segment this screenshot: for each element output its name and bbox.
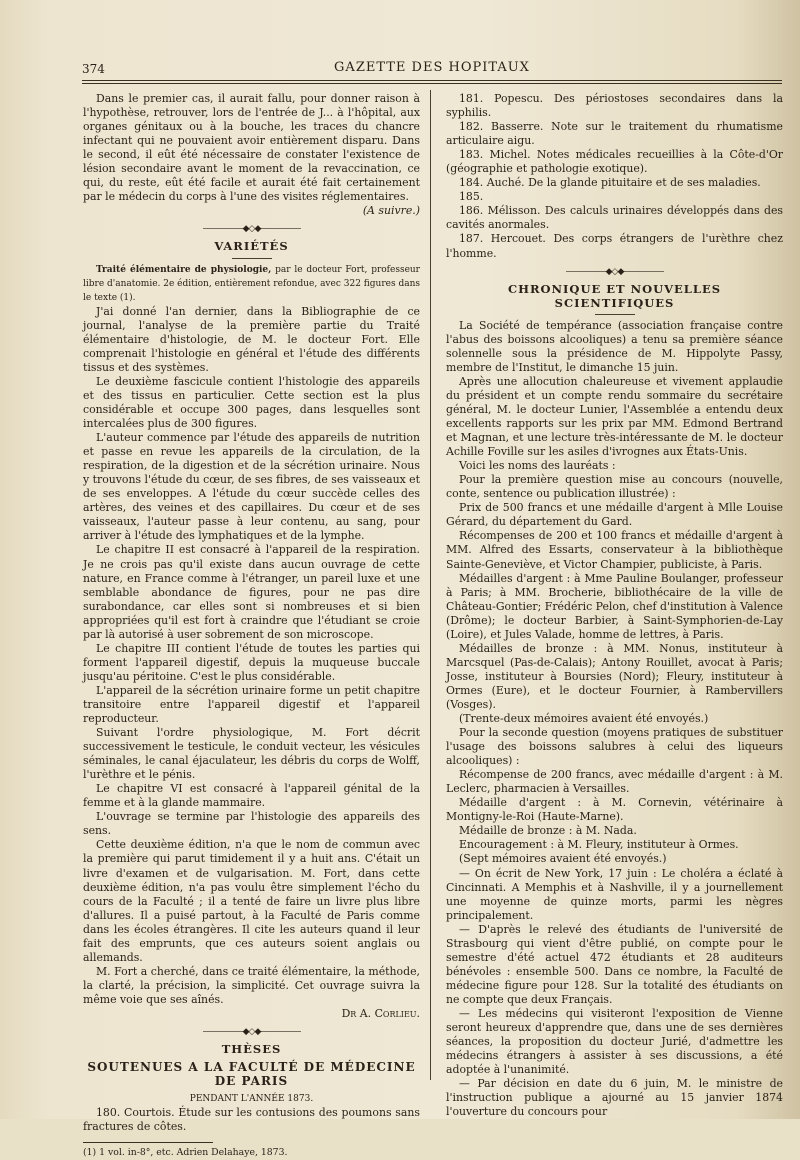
to-be-continued: (A suivre.)	[362, 204, 420, 218]
news-paragraph: La Société de tempérance (association française contre l'abus des boissons alcooliques) a tenu sa première séance solennelle sous la présidence de M. Hippolyte Passy, membre de l'Institut, le dimanche 15 juin.	[446, 318, 783, 374]
thesis-entry: 186. Mélisson. Des calculs urinaires développés dans des cavités anormales.	[446, 204, 783, 232]
footnote-rule	[83, 1142, 213, 1143]
review-paragraph: Cette deuxième édition, n'a que le nom de commun avec la première qui parut timidement il y a huit ans. C'était un livre d'examen et de vulgarisation. M. Fort, dans cette deuxième édition, n'a pas voulu être simplement l'écho du cours de la Faculté ; il a tenté de faire un livre plus libre d'allures. Il a puisé partout, à la Faculté de Paris comme dans les écoles étrangères. Il cite les auteurs quand il leur fait des emprunts, que ces auteurs soient anglais ou allemands.	[83, 838, 420, 964]
journal-title: GAZETTE DES HOPITAUX	[334, 60, 530, 75]
news-paragraph: Récompense de 200 francs, avec médaille d'argent : à M. Leclerc, pharmacien à Versailles.	[446, 768, 783, 796]
news-paragraph: Pour la première question mise au concours (nouvelle, conte, sentence ou publication illustrée) :	[446, 473, 783, 501]
theses-subheading: SOUTENUES A LA FACULTÉ DE MÉDECINE DE PARIS	[87, 1060, 416, 1089]
thesis-entry: 187. Hercouet. Des corps étrangers de l'urèthre chez l'homme.	[446, 232, 783, 260]
news-paragraph: — On écrit de New York, 17 juin : Le choléra a éclaté à Cincinnati. A Memphis et à Nashville, il y a journellement une moyenne de quinze morts, parmi les nègres principalement.	[446, 866, 783, 922]
thesis-entry: 181. Popescu. Des périostoses secondaires dans la syphilis.	[446, 92, 783, 120]
review-paragraph: L'appareil de la sécrétion urinaire forme un petit chapitre transitoire entre l'appareil digestif et l'appareil reproducteur.	[83, 683, 420, 726]
review-paragraph: M. Fort a cherché, dans ce traité élémentaire, la méthode, la clarté, la précision, la simplicité. Cet ouvrage suivra la même voie que ses aînés.	[83, 964, 420, 1006]
right-column	[446, 92, 783, 1119]
review-paragraph: Le chapitre VI est consacré à l'appareil génital de la femme et à la glande mammaire.	[83, 782, 420, 810]
news-paragraph: — Les médecins qui visiteront l'exposition de Vienne seront heureux d'apprendre que, dans une de ses dernières séances, la proposition du docteur Jurié, d'admettre les médecins étrangers à assister à ses discussions, a été adoptée à l'unanimité.	[446, 1007, 783, 1077]
section-separator: —————◆◇◆—————	[565, 266, 664, 277]
review-paragraph: Suivant l'ordre physiologique, M. Fort décrit successivement le testicule, le conduit vecteur, les vésicules séminales, le canal éjaculateur, les débris du corps de Wolff, l'urèthre et le pénis.	[83, 726, 420, 782]
heading-underline	[232, 258, 272, 259]
header-rule-double	[82, 83, 782, 84]
news-paragraph: Médailles de bronze : à MM. Nonus, instituteur à Marcsquel (Pas-de-Calais); Antony Rouillet, avocat à Paris; Josse, instituteur à Boursies (Nord); Fleury, instituteur à Ormes (Eure), et le docteur Fournier, à Rambervillers (Vosges).	[446, 641, 783, 711]
section-separator: —————◆◇◆—————	[202, 224, 301, 235]
section-heading-varietes: VARIÉTÉS	[214, 239, 289, 254]
news-paragraph: Encouragement : à M. Fleury, instituteur à Ormes.	[459, 838, 739, 852]
thesis-entry: 185.	[459, 190, 484, 204]
page-header	[82, 58, 782, 78]
news-paragraph: (Sept mémoires avaient été envoyés.)	[459, 852, 667, 866]
news-paragraph: — Par décision en date du 6 juin, M. le ministre de l'instruction publique a ajourné au 15 janvier 1874 l'ouverture du concours pour	[446, 1077, 783, 1119]
news-paragraph: (Trente-deux mémoires avaient été envoyés.)	[459, 712, 709, 726]
news-paragraph: Médaille d'argent : à M. Cornevin, vétérinaire à Montigny-le-Roi (Haute-Marne).	[446, 796, 783, 824]
news-paragraph: Prix de 500 francs et une médaille d'argent à Mlle Louise Gérard, du département du Gard.	[446, 501, 783, 529]
thesis-entry: 184. Auché. De la glande pituitaire et de ses maladies.	[459, 176, 761, 190]
section-heading-chronique: CHRONIQUE ET NOUVELLES SCIENTIFIQUES	[507, 281, 722, 310]
news-paragraph: Pour la seconde question (moyens pratiques de substituer l'usage des boissons salubres à celui des liqueurs alcooliques) :	[446, 726, 783, 768]
section-separator: —————◆◇◆—————	[202, 1027, 301, 1038]
left-column	[83, 92, 420, 1160]
page-number: 374	[82, 62, 105, 76]
header-rule	[82, 80, 782, 81]
thesis-entry: 182. Basserre. Note sur le traitement du rhumatisme articulaire aigu.	[446, 120, 783, 148]
review-paragraph: L'auteur commence par l'étude des appareils de nutrition et passe en revue les appareils de la circulation, de la respiration, de la digestion et de la sécrétion urinaire. Nous y trouvons l'étude du cœur, de ses fibres, de ses vaisseaux et de ses enveloppes. A l'étude du cœur succède celles des artères, des veines et des capillaires. Du cœur et de ses vaisseaux, l'auteur passe à leur contenu, au sang, pour arriver à l'étude des lymphatiques et de la lymphe.	[83, 431, 421, 543]
footnote: (1) 1 vol. in-8°, etc. Adrien Delahaye, 1873.	[83, 1147, 288, 1159]
review-paragraph: Le chapitre II est consacré à l'appareil de la respiration. Je ne crois pas qu'il existe dans aucun ouvrage de cette nature, en France comme à l'étranger, un pareil luxe et une semblable abondance de figures, pour ne pas dire surabondance, car elles sont si nombreuses et si bien appropriées qu'il est fort à craindre que l'étudiant se croie par là autorisé à user sobrement de son microscope.	[83, 543, 420, 641]
theses-year: PENDANT L'ANNÉE 1873.	[189, 1094, 314, 1105]
column-divider	[430, 90, 431, 1080]
news-paragraph: — D'après le relevé des étudiants de l'université de Strasbourg qui vient d'être publié, on compte pour le semestre d'été actuel 472 étudiants et 28 auditeurs bénévoles : ensemble 500. Dans ce nombre, la Faculté de médecine figure pour 128. Sur la totalité des étudiants on ne compte que deux Français.	[446, 922, 783, 1006]
book-citation	[83, 263, 420, 305]
thesis-entry: 183. Michel. Notes médicales recueillies à la Côte-d'Or (géographie et pathologie exotique).	[446, 148, 783, 176]
review-paragraph: Le deuxième fascicule contient l'histologie des appareils et des tissus en particulier. Cette section est la plus considérable et occupe 300 pages, dans lesquelles sont intercalées plus de 300 figures.	[83, 374, 420, 431]
book-title: Traité élémentaire de physiologie,	[96, 264, 272, 275]
author-signature: Dr A. Corlieu.	[341, 1007, 420, 1020]
news-paragraph: Récompenses de 200 et 100 francs et médaille d'argent à MM. Alfred des Essarts, conservateur à la bibliothèque Sainte-Geneviève, et Victor Champier, publiciste, à Paris.	[446, 529, 783, 571]
news-paragraph: Voici les noms des lauréats :	[459, 459, 616, 473]
heading-underline	[595, 314, 635, 315]
section-heading-theses: THÈSES	[221, 1042, 282, 1057]
review-paragraph: Le chapitre III contient l'étude de toutes les parties qui forment l'appareil digestif, depuis la muqueuse buccale jusqu'au péritoine. C'est le plus considérable.	[83, 641, 420, 683]
review-paragraph: J'ai donné l'an dernier, dans la Bibliographie de ce journal, l'analyse de la première partie du Traité élémentaire d'histologie, de M. le docteur Fort. Elle comprenait l'histologie en général et l'étude des différents tissus et des systèmes.	[83, 304, 420, 374]
news-paragraph: Médaille de bronze : à M. Nada.	[459, 824, 637, 838]
thesis-entry: 180. Courtois. Étude sur les contusions des poumons sans fractures de côtes.	[83, 1106, 420, 1134]
book-info: par le docteur Fort, professeur libre d'anatomie. 2e édition, entièrement refondue, avec 322 figures dans le texte (1).	[83, 264, 420, 303]
news-paragraph: Médailles d'argent : à Mme Pauline Boulanger, professeur à Paris; à MM. Brocherie, bibliothécaire de la ville de Château-Gontier; Frédéric Pelon, chef d'institution à Valence (Drôme); le docteur Barbier, à Saint-Symphorien-de-Lay (Loire), et Jules Valade, homme de lettres, à Paris.	[446, 571, 783, 641]
news-paragraph: Après une allocution chaleureuse et vivement applaudie du président et un compte rendu sommaire du secrétaire général, M. le docteur Lunier, l'Assemblée a entendu deux excellents rapports sur les prix par MM. Edmond Bertrand et Magnan, et une lecture très-intéressante de M. le docteur Achille Foville sur les asiles d'ivrognes aux États-Unis.	[446, 374, 783, 459]
article-paragraph: Dans le premier cas, il aurait fallu, pour donner raison à l'hypothèse, retrouver, lors de l'entrée de J... à l'hôpital, aux organes génitaux ou à la bouche, les traces du chancre infectant qui ne pouvaient avoir entièrement disparu. Dans le second, il eût été nécessaire de constater l'existence de lésion secondaire avant le moment de la revaccination, ce qui, du reste, eût été facile et aurait été fait certainement par le médecin du corps à l'une des visites réglementaires.	[83, 92, 420, 204]
review-paragraph: L'ouvrage se termine par l'histologie des appareils des sens.	[83, 810, 420, 838]
